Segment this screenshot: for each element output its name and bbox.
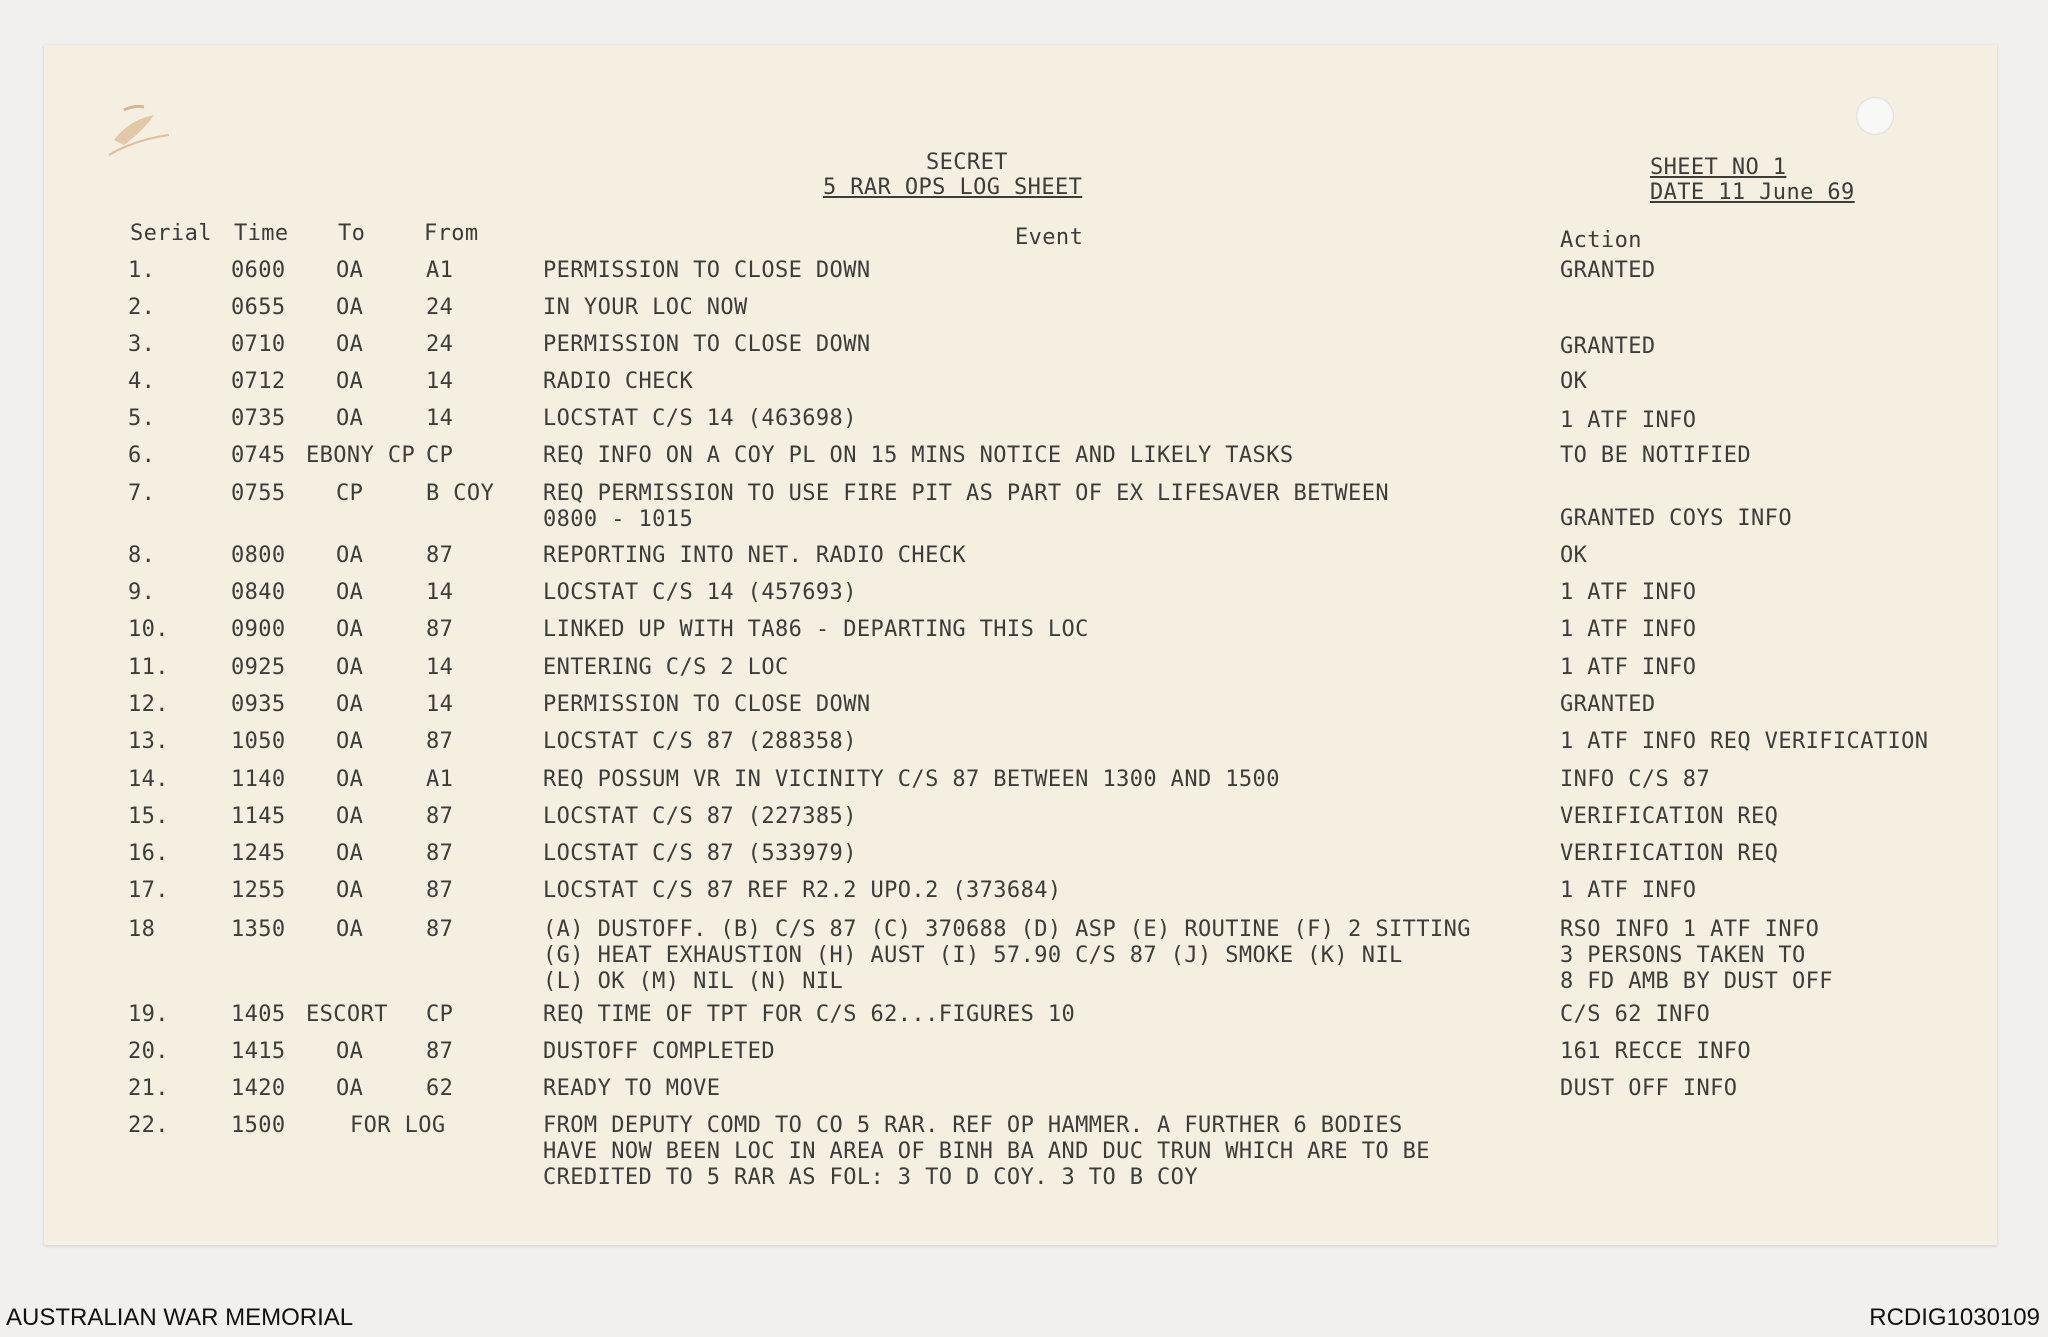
row-event: REQ INFO ON A COY PL ON 15 MINS NOTICE AND LIKELY TASKS	[543, 443, 1294, 468]
column-header-time: Time	[234, 221, 289, 246]
row-event: LOCSTAT C/S 14 (463698)	[543, 406, 857, 431]
row-from: 62	[426, 1076, 454, 1101]
row-from: 87	[426, 617, 454, 642]
row-event: LOCSTAT C/S 87 (227385)	[543, 804, 857, 829]
row-event: REPORTING INTO NET. RADIO CHECK	[543, 543, 966, 568]
row-action: 1 ATF INFO	[1560, 655, 1697, 680]
row-serial: 6.	[128, 443, 156, 468]
row-to: OA	[336, 804, 364, 829]
row-time: 1500	[231, 1113, 286, 1138]
row-action: OK	[1560, 543, 1588, 568]
row-serial: 20.	[128, 1039, 169, 1064]
row-event: ENTERING C/S 2 LOC	[543, 655, 789, 680]
row-from: 14	[426, 655, 454, 680]
row-time: 0800	[231, 543, 286, 568]
footer-institution: AUSTRALIAN WAR MEMORIAL	[6, 1304, 354, 1331]
row-to: OA	[336, 1039, 364, 1064]
row-to: OA	[336, 332, 364, 357]
row-action: GRANTED	[1560, 692, 1656, 717]
row-time: 0712	[231, 369, 286, 394]
row-to: OA	[336, 841, 364, 866]
row-event: DUSTOFF COMPLETED	[543, 1039, 775, 1064]
row-event: LOCSTAT C/S 87 (533979)	[543, 841, 857, 866]
row-time: 0735	[231, 406, 286, 431]
row-to: ESCORT	[306, 1002, 388, 1027]
row-to: OA	[336, 878, 364, 903]
row-to: FOR LOG	[350, 1113, 446, 1138]
row-serial: 12.	[128, 692, 169, 717]
row-to: OA	[336, 1076, 364, 1101]
row-time: 0755	[231, 481, 286, 506]
row-event: PERMISSION TO CLOSE DOWN	[543, 332, 871, 357]
row-serial: 14.	[128, 767, 169, 792]
row-event: LINKED UP WITH TA86 - DEPARTING THIS LOC	[543, 617, 1089, 642]
row-time: 0935	[231, 692, 286, 717]
row-time: 1145	[231, 804, 286, 829]
row-action: 161 RECCE INFO	[1560, 1039, 1752, 1064]
row-serial: 21.	[128, 1076, 169, 1101]
row-event: LOCSTAT C/S 14 (457693)	[543, 580, 857, 605]
row-event: REQ PERMISSION TO USE FIRE PIT AS PART OF EX LIFESAVER BETWEEN 0800 - 1015	[543, 481, 1389, 532]
row-action: GRANTED	[1560, 334, 1656, 359]
row-to: OA	[336, 917, 364, 942]
row-serial: 9.	[128, 580, 156, 605]
row-action: GRANTED COYS INFO	[1560, 506, 1792, 531]
row-time: 1245	[231, 841, 286, 866]
row-event: FROM DEPUTY COMD TO CO 5 RAR. REF OP HAMMER. A FURTHER 6 BODIES HAVE NOW BEEN LOC IN AREA OF BINH BA AND DUC TRUN WHICH ARE TO BE CREDITED TO 5 RAR AS FOL: 3 TO D COY. 3 TO B COY	[543, 1113, 1430, 1190]
column-header-from: From	[424, 221, 479, 246]
row-action: TO BE NOTIFIED	[1560, 443, 1752, 468]
row-from: 24	[426, 295, 454, 320]
row-serial: 10.	[128, 617, 169, 642]
row-time: 1255	[231, 878, 286, 903]
row-to: OA	[336, 729, 364, 754]
row-to: OA	[336, 655, 364, 680]
row-from: A1	[426, 258, 454, 283]
sheet-number: SHEET NO 1	[1650, 155, 1787, 180]
row-from: 87	[426, 1039, 454, 1064]
row-event: REQ POSSUM VR IN VICINITY C/S 87 BETWEEN 1300 AND 1500	[543, 767, 1280, 792]
row-time: 1140	[231, 767, 286, 792]
row-serial: 8.	[128, 543, 156, 568]
punch-hole	[1856, 97, 1894, 135]
column-header-to: To	[338, 221, 366, 246]
row-time: 1415	[231, 1039, 286, 1064]
row-from: B COY	[426, 481, 495, 506]
row-action: 1 ATF INFO	[1560, 617, 1697, 642]
row-time: 0840	[231, 580, 286, 605]
row-serial: 3.	[128, 332, 156, 357]
row-serial: 18	[128, 917, 156, 942]
row-from: 87	[426, 804, 454, 829]
row-serial: 19.	[128, 1002, 169, 1027]
row-time: 0745	[231, 443, 286, 468]
row-from: 87	[426, 543, 454, 568]
row-action: DUST OFF INFO	[1560, 1076, 1738, 1101]
row-event: LOCSTAT C/S 87 REF R2.2 UPO.2 (373684)	[543, 878, 1062, 903]
row-from: CP	[426, 1002, 454, 1027]
paper-stain	[84, 85, 184, 165]
row-serial: 17.	[128, 878, 169, 903]
row-from: CP	[426, 443, 454, 468]
row-time: 0655	[231, 295, 286, 320]
row-event: PERMISSION TO CLOSE DOWN	[543, 692, 871, 717]
document-title: 5 RAR OPS LOG SHEET	[823, 175, 1083, 200]
sheet-date: DATE 11 June 69	[1650, 180, 1855, 205]
row-from: 14	[426, 692, 454, 717]
row-event: PERMISSION TO CLOSE DOWN	[543, 258, 871, 283]
classification-label: SECRET	[926, 150, 1008, 175]
row-from: 14	[426, 369, 454, 394]
row-event: IN YOUR LOC NOW	[543, 295, 748, 320]
row-to: OA	[336, 295, 364, 320]
column-header-event: Event	[1015, 225, 1084, 250]
row-time: 1405	[231, 1002, 286, 1027]
row-from: 87	[426, 878, 454, 903]
row-to: OA	[336, 692, 364, 717]
row-from: 14	[426, 580, 454, 605]
row-time: 0600	[231, 258, 286, 283]
row-action: 1 ATF INFO REQ VERIFICATION	[1560, 729, 1929, 754]
row-serial: 2.	[128, 295, 156, 320]
row-to: OA	[336, 767, 364, 792]
row-action: 1 ATF INFO	[1560, 408, 1697, 433]
row-to: EBONY CP	[306, 443, 416, 468]
row-action: GRANTED	[1560, 258, 1656, 283]
row-time: 0710	[231, 332, 286, 357]
row-time: 0925	[231, 655, 286, 680]
row-serial: 4.	[128, 369, 156, 394]
row-from: 87	[426, 729, 454, 754]
column-header-serial: Serial	[130, 221, 212, 246]
row-action: 1 ATF INFO	[1560, 878, 1697, 903]
footer-reference: RCDIG1030109	[1869, 1304, 2040, 1331]
row-to: OA	[336, 580, 364, 605]
row-from: 87	[426, 841, 454, 866]
row-from: A1	[426, 767, 454, 792]
row-action: OK	[1560, 369, 1588, 394]
row-to: OA	[336, 406, 364, 431]
column-header-action: Action	[1560, 228, 1642, 253]
row-event: RADIO CHECK	[543, 369, 694, 394]
row-serial: 11.	[128, 655, 169, 680]
row-time: 1050	[231, 729, 286, 754]
row-serial: 13.	[128, 729, 169, 754]
row-from: 87	[426, 917, 454, 942]
row-to: CP	[336, 481, 364, 506]
row-action: 1 ATF INFO	[1560, 580, 1697, 605]
row-event: (A) DUSTOFF. (B) C/S 87 (C) 370688 (D) ASP (E) ROUTINE (F) 2 SITTING (G) HEAT EXHAUSTION (H) AUST (I) 57.90 C/S 87 (J) SMOKE (K) NIL (L) OK (M) NIL (N) NIL	[543, 917, 1471, 994]
row-action: VERIFICATION REQ	[1560, 804, 1779, 829]
row-to: OA	[336, 617, 364, 642]
row-serial: 7.	[128, 481, 156, 506]
row-action: VERIFICATION REQ	[1560, 841, 1779, 866]
row-serial: 5.	[128, 406, 156, 431]
row-time: 1420	[231, 1076, 286, 1101]
row-event: READY TO MOVE	[543, 1076, 721, 1101]
row-event: REQ TIME OF TPT FOR C/S 62...FIGURES 10	[543, 1002, 1076, 1027]
row-to: OA	[336, 369, 364, 394]
row-action: INFO C/S 87	[1560, 767, 1711, 792]
row-serial: 15.	[128, 804, 169, 829]
row-from: 14	[426, 406, 454, 431]
row-serial: 1.	[128, 258, 156, 283]
row-time: 1350	[231, 917, 286, 942]
row-serial: 22.	[128, 1113, 169, 1138]
row-action: RSO INFO 1 ATF INFO 3 PERSONS TAKEN TO 8 FD AMB BY DUST OFF	[1560, 917, 1833, 994]
row-from: 24	[426, 332, 454, 357]
row-to: OA	[336, 258, 364, 283]
row-to: OA	[336, 543, 364, 568]
row-time: 0900	[231, 617, 286, 642]
row-serial: 16.	[128, 841, 169, 866]
row-action: C/S 62 INFO	[1560, 1002, 1711, 1027]
row-event: LOCSTAT C/S 87 (288358)	[543, 729, 857, 754]
